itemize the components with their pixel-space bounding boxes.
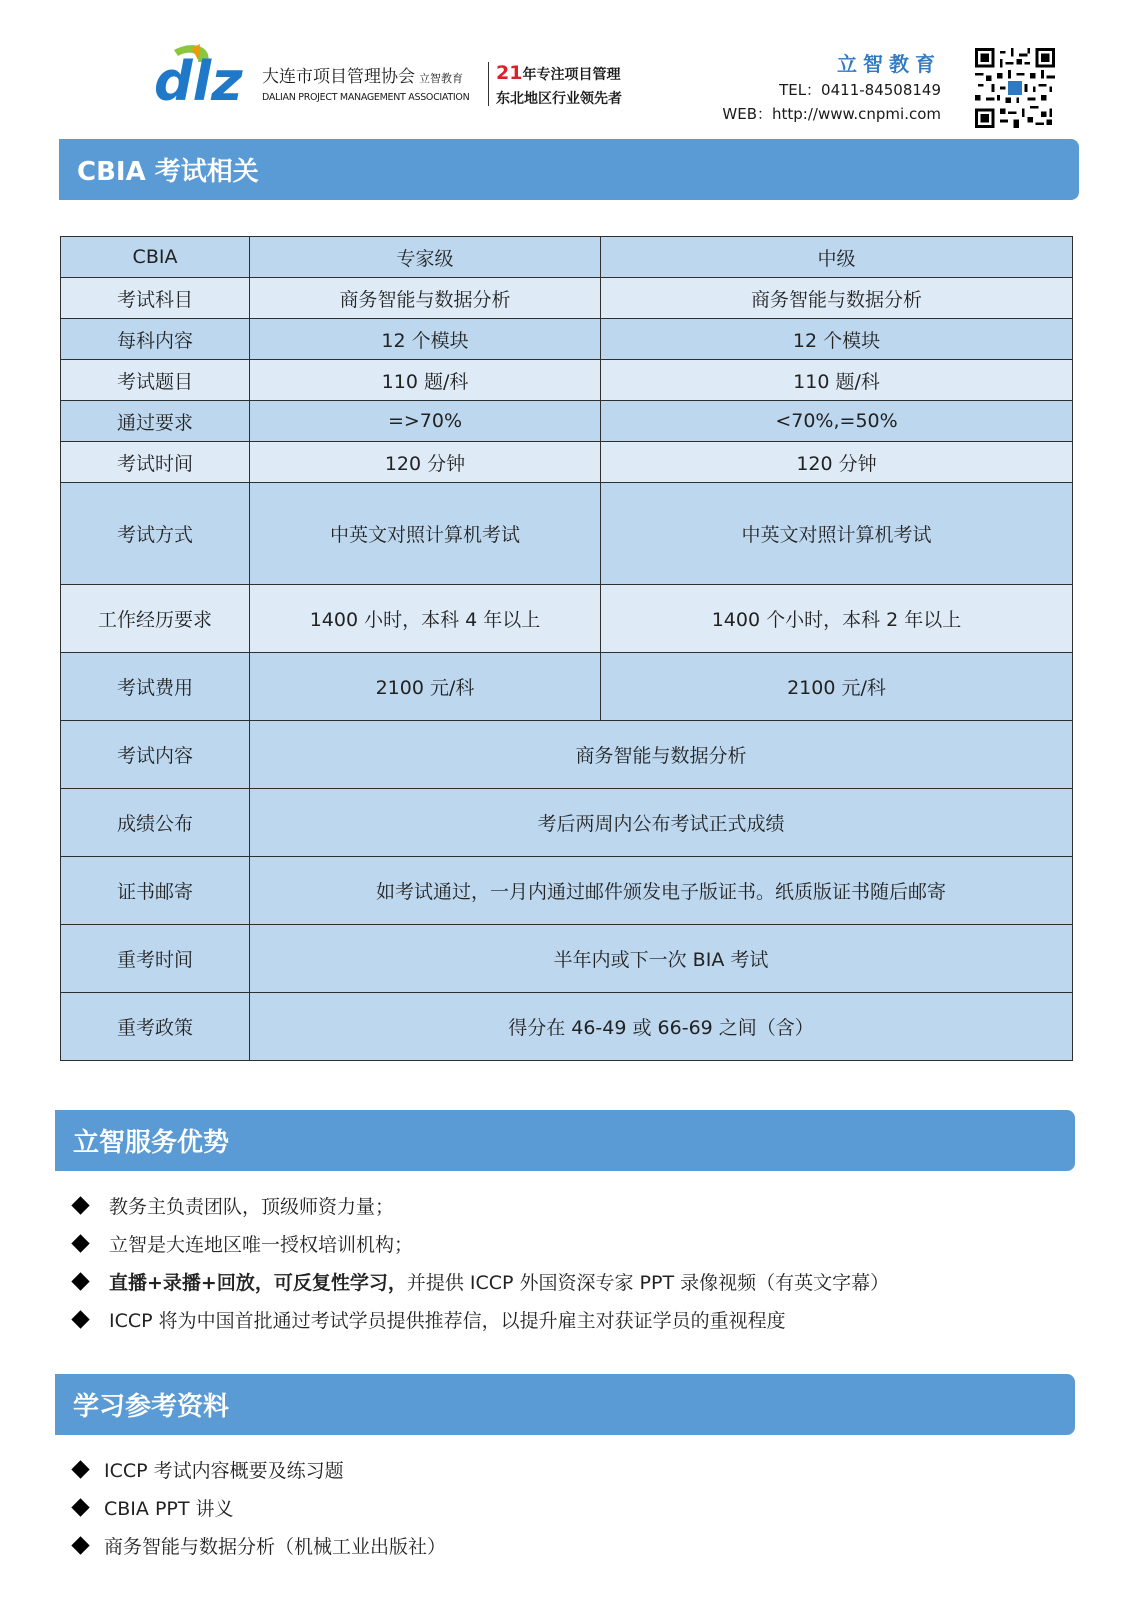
table-cell: 120 分钟 — [250, 442, 601, 483]
list-item — [70, 1262, 889, 1300]
list-item — [70, 1224, 889, 1262]
table-row — [61, 993, 1073, 1061]
table-row — [61, 585, 1073, 653]
table-cell-merged: 半年内或下一次 BIA 考试 — [250, 925, 1073, 993]
table-row — [61, 401, 1073, 442]
row-label: 考试费用 — [61, 653, 250, 721]
table-cell: 12 个模块 — [250, 319, 601, 360]
table-cell: 2100 元/科 — [250, 653, 601, 721]
service-list — [70, 1186, 889, 1338]
section-title-materials: 学习参考资料 — [55, 1374, 1075, 1435]
table-row — [61, 653, 1073, 721]
table-cell: 110 题/科 — [250, 360, 601, 401]
table-cell-merged: 如考试通过，一月内通过邮件颁发电子版证书。纸质版证书随后邮寄 — [250, 857, 1073, 925]
row-label: 考试科目 — [61, 278, 250, 319]
table-cell: 商务智能与数据分析 — [601, 278, 1073, 319]
table-row — [61, 857, 1073, 925]
table-header-cell: 专家级 — [250, 237, 601, 278]
row-label: 考试时间 — [61, 442, 250, 483]
item-text: ICCP 考试内容概要及练习题 — [104, 1459, 344, 1482]
row-label: 重考时间 — [61, 925, 250, 993]
table-row — [61, 789, 1073, 857]
table-cell: 中英文对照计算机考试 — [250, 483, 601, 585]
table-cell-merged: 得分在 46-49 或 66-69 之间（含） — [250, 993, 1073, 1061]
org-name-en: DALIAN PROJECT MANAGEMENT ASSOCIATION — [262, 92, 470, 103]
diamond-bullet-icon — [71, 1498, 89, 1516]
row-label: 考试内容 — [61, 721, 250, 789]
row-label: 证书邮寄 — [61, 857, 250, 925]
row-label: 工作经历要求 — [61, 585, 250, 653]
org-subbrand: 立智教育 — [419, 72, 463, 85]
table-cell: <70%,=50% — [601, 401, 1073, 442]
logo-lettering: dlz — [154, 50, 243, 110]
row-label: 考试方式 — [61, 483, 250, 585]
row-label: 通过要求 — [61, 401, 250, 442]
dlz-logo-icon — [152, 42, 252, 110]
table-row — [61, 721, 1073, 789]
table-header-cell: 中级 — [601, 237, 1073, 278]
table-header-row — [61, 237, 1073, 278]
diamond-bullet-icon — [71, 1234, 89, 1252]
item-text: CBIA PPT 讲义 — [104, 1497, 234, 1520]
diamond-bullet-icon — [71, 1310, 89, 1328]
header-divider — [488, 62, 489, 106]
page-header — [0, 0, 1131, 135]
diamond-bullet-icon — [71, 1536, 89, 1554]
table-cell: 商务智能与数据分析 — [250, 278, 601, 319]
org-name-cn — [262, 62, 463, 87]
row-label: 重考政策 — [61, 993, 250, 1061]
row-label: 成绩公布 — [61, 789, 250, 857]
item-text: 商务智能与数据分析（机械工业出版社） — [104, 1535, 447, 1558]
list-item — [70, 1488, 446, 1526]
table-cell-merged: 商务智能与数据分析 — [250, 721, 1073, 789]
list-item — [70, 1300, 889, 1338]
diamond-bullet-icon — [71, 1460, 89, 1478]
brand-name: 立智教育 — [837, 52, 941, 76]
table-cell: 12 个模块 — [601, 319, 1073, 360]
table-row — [61, 442, 1073, 483]
diamond-bullet-icon — [71, 1272, 89, 1290]
table-cell: 中英文对照计算机考试 — [601, 483, 1073, 585]
website-link[interactable]: WEB：http://www.cnpmi.com — [722, 105, 941, 123]
section-title-service: 立智服务优势 — [55, 1110, 1075, 1171]
table-cell: 120 分钟 — [601, 442, 1073, 483]
table-cell: 110 题/科 — [601, 360, 1073, 401]
table-row — [61, 319, 1073, 360]
row-label: 考试题目 — [61, 360, 250, 401]
list-item — [70, 1526, 446, 1564]
item-text: 并提供 ICCP 外国资深专家 PPT 录像视频（有英文字幕） — [406, 1271, 890, 1294]
table-cell: 1400 个小时，本科 2 年以上 — [601, 585, 1073, 653]
table-row — [61, 360, 1073, 401]
item-text: 教务主负责团队，顶级师资力量； — [109, 1195, 395, 1218]
table-cell: 1400 小时，本科 4 年以上 — [250, 585, 601, 653]
telephone: TEL：0411-84508149 — [779, 81, 941, 99]
item-text: 立智是大连地区唯一授权培训机构； — [109, 1233, 414, 1256]
table-row — [61, 278, 1073, 319]
item-bold-text: 直播+录播+回放，可反复性学习， — [109, 1271, 407, 1294]
table-header-cell: CBIA — [61, 237, 250, 278]
org-name: 大连市项目管理协会 — [262, 67, 415, 87]
list-item — [70, 1450, 446, 1488]
list-item — [70, 1186, 889, 1224]
table-cell-merged: 考后两周内公布考试正式成绩 — [250, 789, 1073, 857]
item-text: ICCP 将为中国首批通过考试学员提供推荐信，以提升雇主对获证学员的重视程度 — [109, 1309, 786, 1332]
years-number: 21 — [496, 62, 523, 84]
table-cell: =>70% — [250, 401, 601, 442]
years-tagline — [496, 62, 620, 84]
section-title-exam: CBIA 考试相关 — [59, 139, 1079, 200]
table-row — [61, 483, 1073, 585]
table-cell: 2100 元/科 — [601, 653, 1073, 721]
row-label: 每科内容 — [61, 319, 250, 360]
qr-code-icon — [975, 48, 1055, 128]
leader-tagline: 东北地区行业领先者 — [496, 91, 622, 107]
table-row — [61, 925, 1073, 993]
years-text: 年专注项目管理 — [522, 67, 621, 83]
diamond-bullet-icon — [71, 1196, 89, 1214]
exam-info-table — [60, 236, 1072, 1061]
materials-list — [70, 1450, 446, 1564]
